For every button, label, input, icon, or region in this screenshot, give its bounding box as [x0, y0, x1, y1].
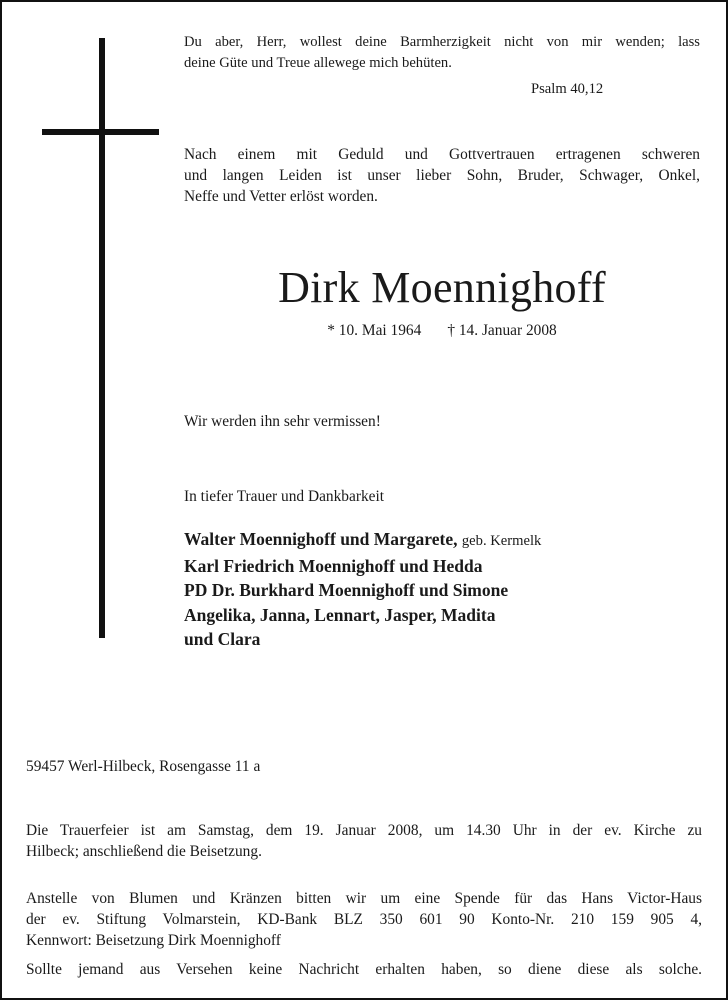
intro-line: Neffe und Vetter erlöst worden.: [184, 188, 378, 205]
notice-text: Sollte jemand aus Versehen keine Nachricht erhalten haben, so diene diese als solche.: [26, 961, 702, 978]
family-line: [184, 527, 541, 554]
donation-line: Anstelle von Blumen und Kränzen bitten wir um eine Spende für das Hans Victor-Haus: [26, 890, 702, 907]
intro-line: und langen Leiden ist unser lieber Sohn, Bruder, Schwager, Onkel,: [184, 167, 700, 184]
funeral-line: Die Trauerfeier ist am Samstag, dem 19. Januar 2008, um 14.30 Uhr in der ev. Kirche zu: [26, 822, 702, 839]
maiden-name: geb. Kermelk: [461, 533, 542, 549]
cross-icon-crossbar: [42, 129, 159, 135]
deceased-name: Dirk Moennighoff: [278, 263, 606, 312]
intro-text: [184, 144, 700, 207]
psalm-reference: Psalm 40,12: [531, 81, 604, 97]
funeral-info: [26, 820, 702, 862]
death-date: † 14. Januar 2008: [447, 322, 557, 339]
family-line: PD Dr. Burkhard Moennighoff und Simone: [184, 580, 509, 600]
family-signatures: [184, 527, 541, 652]
intro-line: Nach einem mit Geduld und Gottvertrauen ertragenen schweren: [184, 146, 700, 163]
address: 59457 Werl-Hilbeck, Rosengasse 11 a: [26, 758, 261, 775]
donation-line: der ev. Stiftung Volmarstein, KD-Bank BLZ 350 601 90 Konto-Nr. 210 159 905 4,: [26, 911, 702, 928]
family-line: und Clara: [184, 629, 261, 649]
birth-date: * 10. Mai 1964: [327, 322, 422, 339]
donation-info: [26, 888, 702, 951]
family-name: Walter Moennighoff und Margarete,: [184, 529, 458, 549]
family-line: Angelika, Janna, Lennart, Jasper, Madita: [184, 604, 496, 625]
cross-icon: [99, 38, 105, 638]
family-line: Karl Friedrich Moennighoff und Hedda: [184, 555, 483, 576]
bible-verse-line: deine Güte und Treue allewege mich behüten.: [184, 55, 452, 71]
mourning-line: In tiefer Trauer und Dankbarkeit: [184, 488, 385, 505]
donation-line: Kennwort: Beisetzung Dirk Moennighoff: [26, 932, 281, 949]
bible-verse-line: Du aber, Herr, wollest deine Barmherzigkeit nicht von mir wenden; lass: [184, 34, 700, 50]
bible-verse: [184, 32, 700, 74]
farewell-text: Wir werden ihn sehr vermissen!: [184, 413, 381, 430]
funeral-line: Hilbeck; anschließend die Beisetzung.: [26, 843, 262, 860]
life-dates: [184, 322, 700, 340]
